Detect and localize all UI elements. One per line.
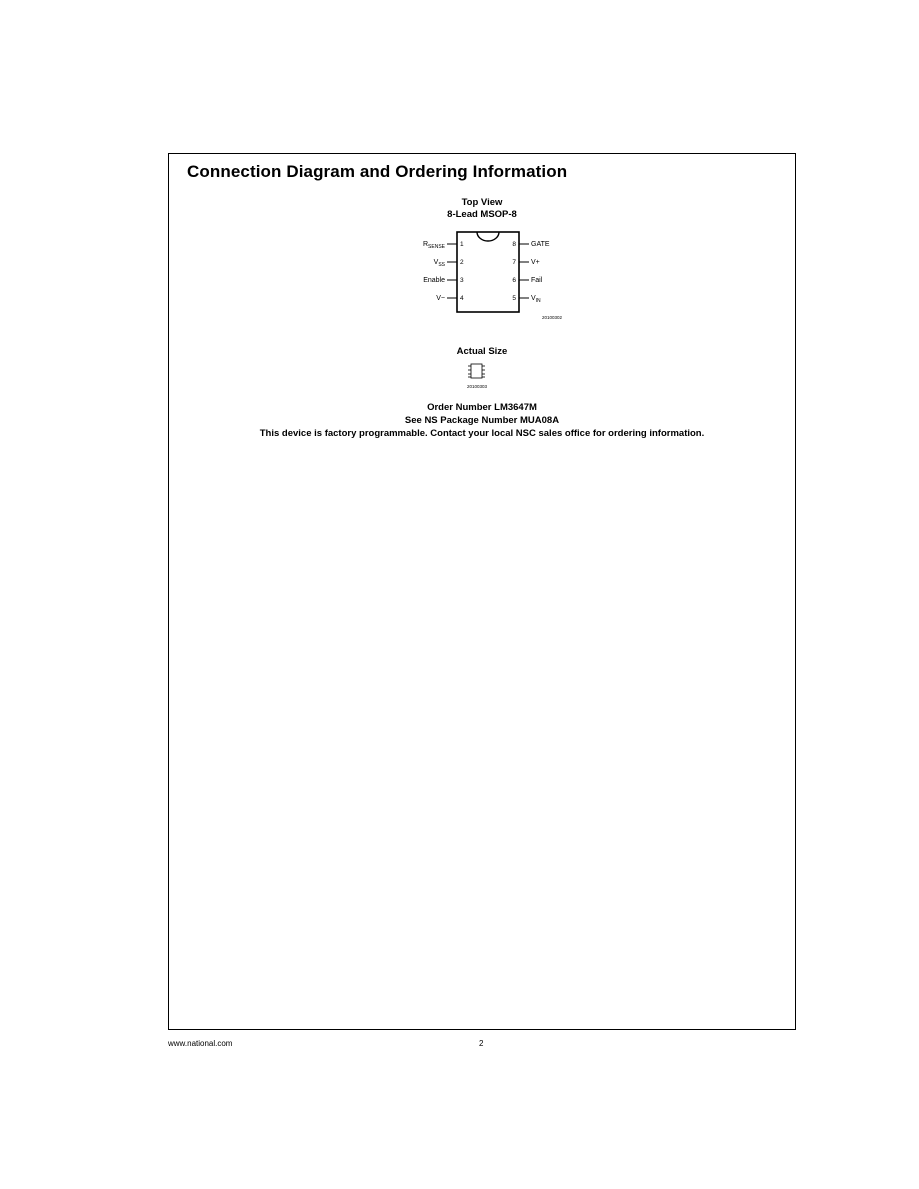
package-label: 8-Lead MSOP-8	[447, 209, 517, 220]
svg-text:3: 3	[460, 277, 464, 284]
svg-text:GATE: GATE	[531, 241, 550, 248]
svg-text:8: 8	[512, 241, 516, 248]
actual-size-label: Actual Size	[456, 346, 508, 357]
ic-body	[457, 232, 519, 312]
svg-text:7: 7	[512, 259, 516, 266]
svg-text:2: 2	[460, 259, 464, 266]
svg-text:V−: V−	[436, 295, 445, 302]
svg-text:Enable: Enable	[423, 277, 445, 284]
actual-size-figure-id: 20100303	[466, 384, 488, 389]
svg-text:6: 6	[512, 277, 516, 284]
svg-text:Fail: Fail	[531, 277, 543, 284]
order-number: Order Number LM3647M	[427, 402, 537, 413]
section-title: Connection Diagram and Ordering Information	[187, 162, 568, 181]
svg-text:5: 5	[512, 295, 516, 302]
footer-website[interactable]: www.national.com	[168, 1039, 233, 1048]
view-label: Top View	[461, 197, 503, 208]
pinout-diagram	[414, 224, 564, 324]
diagram-figure-id: 20100302	[541, 315, 562, 320]
svg-text:VIN: $V_{IN}$	[531, 295, 541, 304]
svg-text:RSENSE: $R_{SENSE}$	[422, 241, 445, 250]
pin-left-4	[436, 295, 464, 302]
package-number: See NS Package Number MUA08A	[404, 415, 560, 426]
content-frame	[168, 153, 796, 1030]
ordering-note: This device is factory programmable. Contact your local NSC sales office for ordering information.	[259, 428, 705, 439]
svg-text:4: 4	[460, 295, 464, 302]
svg-text:V+: V+	[531, 259, 540, 266]
actual-size-package	[457, 360, 497, 394]
svg-text:VSS: $V_{SS}$	[433, 259, 445, 268]
svg-text:1: 1	[460, 241, 464, 248]
footer-page-number: 2	[479, 1039, 484, 1048]
